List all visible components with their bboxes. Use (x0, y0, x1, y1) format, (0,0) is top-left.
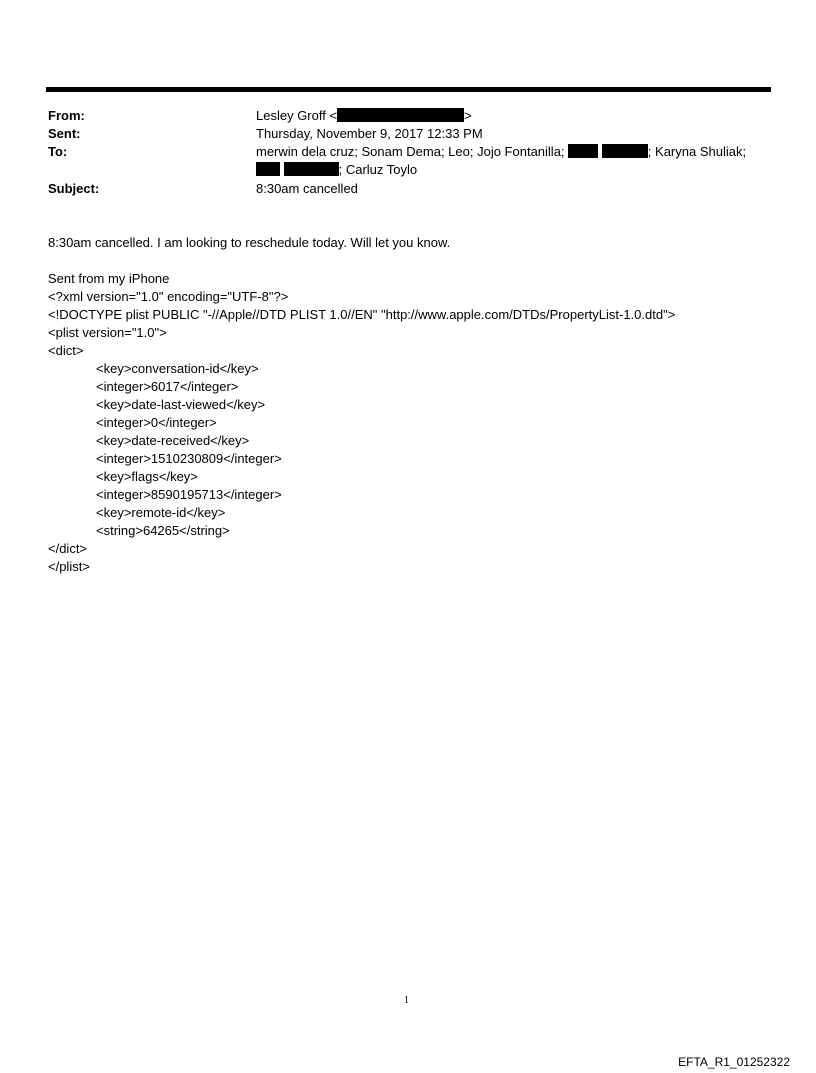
signature: Sent from my iPhone (48, 271, 170, 286)
redacted-recipient (256, 162, 280, 176)
bates-number: EFTA_R1_01252322 (678, 1055, 790, 1069)
to-recipients-2: ; Karyna Shuliak; (647, 144, 747, 159)
to-label: To: (48, 144, 68, 159)
redacted-recipient (568, 144, 598, 158)
plist-line: </dict> (48, 541, 88, 556)
plist-line: <integer>6017</integer> (96, 379, 239, 394)
subject-label: Subject: (48, 181, 100, 196)
plist-line: </plist> (48, 559, 90, 574)
plist-line: <?xml version="1.0" encoding="UTF-8"?> (48, 289, 289, 304)
to-value-line2 (256, 161, 417, 179)
plist-line: <integer>1510230809</integer> (96, 451, 282, 466)
message-body: 8:30am cancelled. I am looking to reschedule today. Will let you know. (48, 235, 451, 250)
plist-line: <!DOCTYPE plist PUBLIC "-//Apple//DTD PLIST 1.0//EN" "http://www.apple.com/DTDs/PropertyList-1.0.dtd"> (48, 307, 676, 322)
plist-line: <key>remote-id</key> (96, 505, 226, 520)
from-bracket: > (464, 108, 472, 123)
redacted-recipient (284, 162, 339, 176)
to-recipients-3: ; Carluz Toylo (338, 162, 418, 177)
page-number: 1 (404, 995, 409, 1006)
plist-line: <key>conversation-id</key> (96, 361, 259, 376)
subject-value: 8:30am cancelled (256, 181, 358, 196)
plist-line: <key>date-last-viewed</key> (96, 397, 266, 412)
from-label: From: (48, 108, 85, 123)
plist-line: <plist version="1.0"> (48, 325, 167, 340)
from-name: Lesley Groff < (256, 108, 338, 123)
plist-line: <integer>0</integer> (96, 415, 217, 430)
plist-line: <dict> (48, 343, 84, 358)
header-rule (46, 87, 771, 92)
to-value-line1 (256, 143, 746, 161)
plist-line: <string>64265</string> (96, 523, 230, 538)
to-recipients-1: merwin dela cruz; Sonam Dema; Leo; Jojo Fontanilla; (256, 144, 565, 159)
plist-line: <integer>8590195713</integer> (96, 487, 282, 502)
redacted-recipient (602, 144, 648, 158)
plist-line: <key>date-received</key> (96, 433, 250, 448)
from-value (256, 107, 472, 125)
sent-label: Sent: (48, 126, 81, 141)
plist-line: <key>flags</key> (96, 469, 198, 484)
sent-value: Thursday, November 9, 2017 12:33 PM (256, 126, 483, 141)
redacted-email (337, 108, 464, 122)
